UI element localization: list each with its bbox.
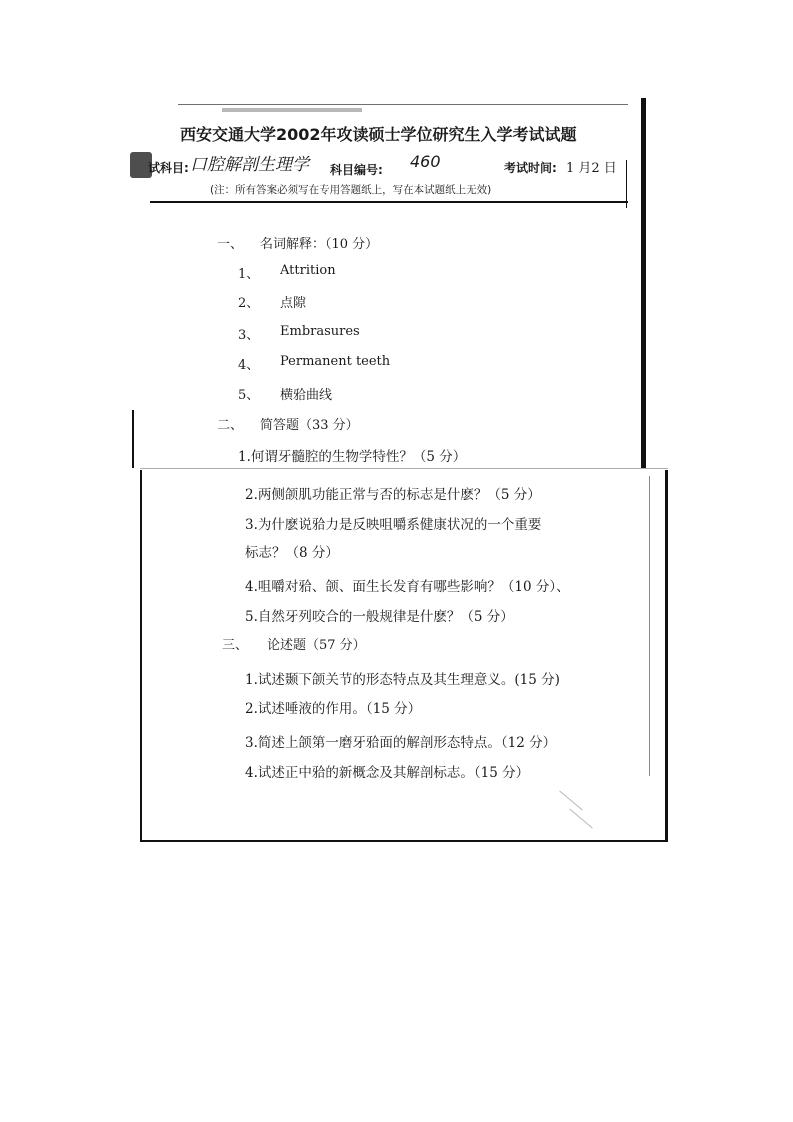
section-1-title: 名词解释：（10 分） (260, 237, 379, 252)
frame-right-inner-lower (649, 476, 650, 776)
code-handwritten: 460 (410, 152, 441, 171)
item-number: 5、 (238, 388, 260, 403)
frame-left-bar-lower (140, 470, 142, 842)
question-item: 1.试述颞下颌关节的形态特点及其生理意义。(15 分) (245, 672, 560, 688)
section-1-number: 一、 (217, 237, 244, 252)
subject-handwritten: 口腔解剖生理学 (190, 155, 309, 175)
term-item: 点隙 (280, 296, 307, 311)
page-join-line (140, 468, 668, 469)
question-item: 标志？（8 分） (245, 545, 339, 561)
term-item: Attrition (280, 263, 336, 278)
question-item: 3.简述上颌第一磨牙𬌗面的解剖形态特点。（12 分） (245, 735, 557, 751)
exam-note: (注：所有答案必须写在专用答题纸上，写在本试题纸上无效) (210, 184, 492, 196)
section-3-title: 论述题（57 分） (267, 638, 366, 653)
scan-noise-top (222, 108, 362, 112)
header-divider (150, 201, 628, 203)
subject-label: 试科目: (148, 161, 189, 175)
time-label: 考试时间: (504, 161, 557, 175)
item-number: 1、 (238, 267, 260, 282)
frame-right-bar-upper (641, 98, 646, 468)
frame-right-bar-lower (665, 470, 668, 842)
exam-title: 西安交通大学2002年攻读硕士学位研究生入学考试试题 (180, 125, 577, 144)
section-2-number: 二、 (217, 418, 244, 433)
question-item: 5.自然牙列咬合的一般规律是什麽？（5 分） (245, 609, 514, 625)
frame-top-line (178, 104, 628, 105)
term-item: Permanent teeth (280, 354, 391, 369)
scan-stroke-2 (569, 808, 593, 828)
question-item: 3.为什麽说𬌗力是反映咀嚼系健康状况的一个重要 (245, 517, 542, 533)
question-item: 4.试述正中𬌗的新概念及其解剖标志。（15 分） (245, 765, 530, 781)
frame-bottom-line (140, 840, 668, 842)
section-2-title: 简答题（33 分） (260, 418, 359, 433)
frame-right-thin-upper (626, 160, 627, 208)
time-value: 1 月2 日 (566, 161, 617, 176)
scan-stroke-1 (559, 790, 583, 810)
question-item: 1.何谓牙髓腔的生物学特性？（5 分） (238, 449, 467, 465)
section-3-number: 三、 (222, 638, 249, 653)
code-label: 科目编号: (330, 163, 383, 177)
item-number: 2、 (238, 296, 260, 311)
term-item: 横𬌗曲线 (280, 388, 333, 403)
term-item: Embrasures (280, 324, 360, 339)
question-item: 2.试述唾液的作用。（15 分） (245, 701, 422, 717)
question-item: 4.咀嚼对𬌗、颌、面生长发育有哪些影响？（10 分）、 (245, 579, 570, 595)
item-number: 4、 (238, 358, 260, 373)
frame-left-tick (132, 410, 134, 468)
question-item: 2.两侧颌肌功能正常与否的标志是什麽？（5 分） (245, 487, 541, 503)
item-number: 3、 (238, 328, 260, 343)
